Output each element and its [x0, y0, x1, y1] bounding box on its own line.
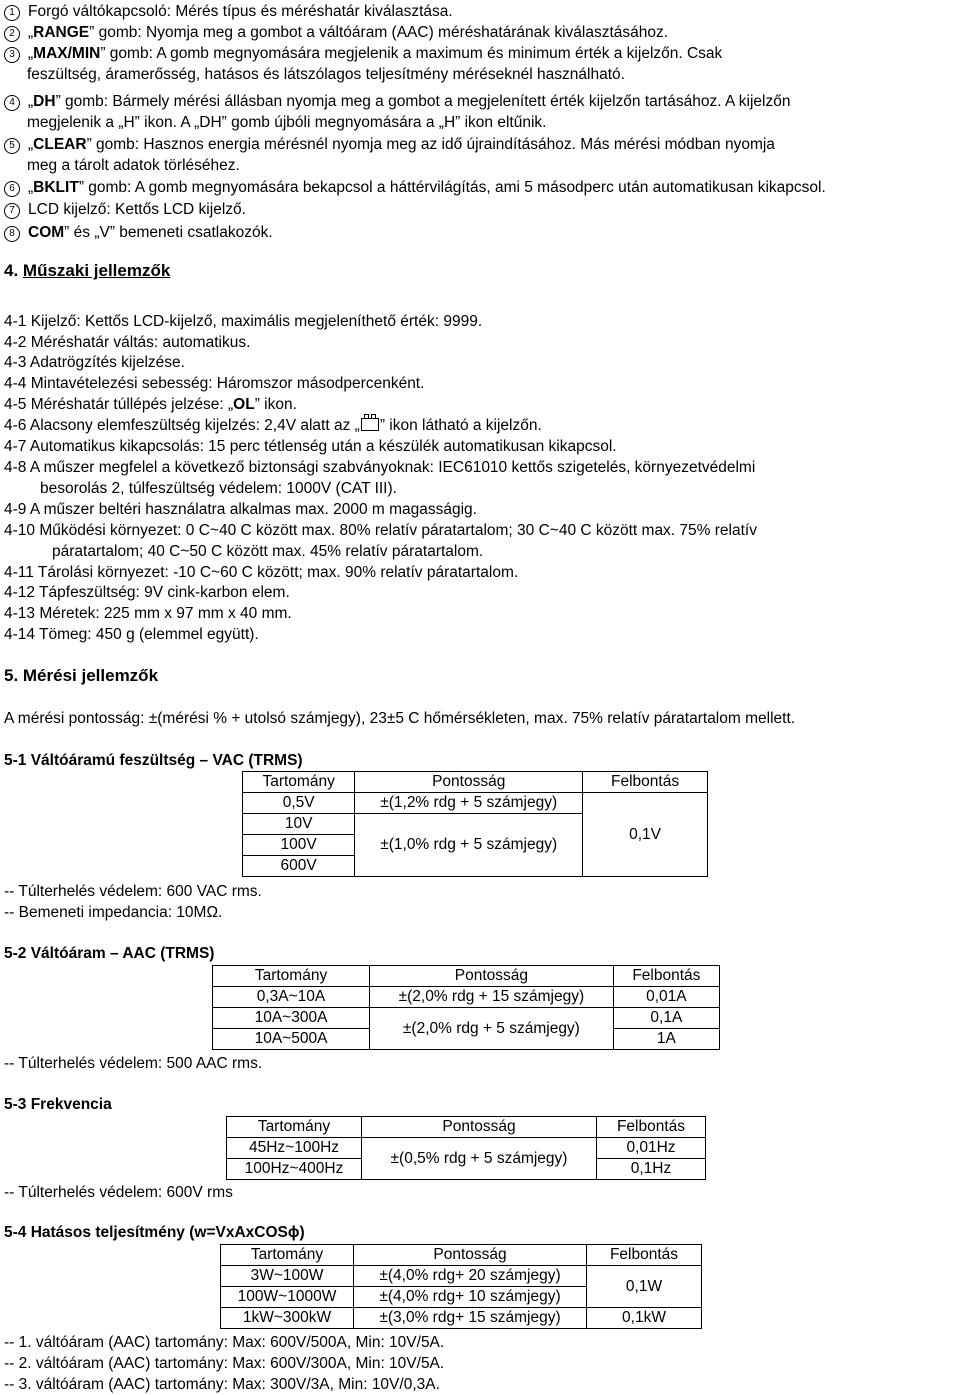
- spec-4-6: 4-6 Alacsony elemfeszültség kijelzés: 2,4V alatt az „ ” ikon látható a kijelzőn.: [4, 417, 542, 434]
- circled-number: 1: [4, 5, 20, 21]
- header-resolution: Felbontás: [597, 1117, 706, 1138]
- power-note-2: -- 2. váltóáram (AAC) tartomány: Max: 600V/300A, Min: 10V/5A.: [4, 1355, 445, 1372]
- resolution-cell: 0,1kW: [587, 1308, 702, 1329]
- accuracy-cell: ±(4,0% rdg+ 10 számjegy): [354, 1287, 587, 1308]
- resolution-cell: 0,1W: [587, 1266, 702, 1308]
- header-accuracy: Pontosság: [354, 1245, 587, 1266]
- circled-number: 7: [4, 203, 20, 219]
- control-item-7: 7 LCD kijelző: Kettős LCD kijelző.: [4, 200, 246, 219]
- spec-4-11: 4-11 Tárolási környezet: -10 C~60 C között; max. 90% relatív páratartalom.: [4, 564, 519, 581]
- range-cell: 100Hz~400Hz: [227, 1159, 362, 1180]
- range-cell: 1kW~300kW: [221, 1308, 354, 1329]
- spec-4-1: 4-1 Kijelző: Kettős LCD-kijelző, maximális megjeleníthető érték: 9999.: [4, 313, 483, 330]
- resolution-cell: 0,01A: [613, 987, 719, 1008]
- control-item-6: 6 „BKLIT” gomb: A gomb megnyomására bekapcsol a háttérvilágítás, ami 5 másodperc után automatikusan kikapcsol.: [4, 178, 826, 197]
- circled-number: 2: [4, 26, 20, 42]
- resolution-cell: 0,1V: [583, 793, 708, 877]
- control-item-2: 2 „RANGE” gomb: Nyomja meg a gombot a váltóáram (AAC) méréshatárának kiválasztásához.: [4, 23, 668, 42]
- power-note-3: -- 3. váltóáram (AAC) tartomány: Max: 300V/3A, Min: 10V/0,3A.: [4, 1376, 440, 1393]
- power-table: [220, 1244, 702, 1329]
- range-cell: 10V: [243, 814, 355, 835]
- header-accuracy: Pontosság: [362, 1117, 597, 1138]
- spec-4-4: 4-4 Mintavételezési sebesség: Háromszor másodpercenként.: [4, 375, 425, 392]
- range-cell: 10A~500A: [213, 1029, 370, 1050]
- accuracy-cell: ±(2,0% rdg + 15 számjegy): [370, 987, 614, 1008]
- spec-4-13: 4-13 Méretek: 225 mm x 97 mm x 40 mm.: [4, 605, 292, 622]
- range-cell: 10A~300A: [213, 1008, 370, 1029]
- vac-note-2: -- Bemeneti impedancia: 10MΩ.: [4, 904, 223, 921]
- header-accuracy: Pontosság: [355, 772, 583, 793]
- header-range: Tartomány: [221, 1245, 354, 1266]
- circled-number: 4: [4, 95, 20, 111]
- accuracy-cell: ±(1,2% rdg + 5 számjegy): [355, 793, 583, 814]
- section-5-heading: 5. Mérési jellemzők: [4, 666, 159, 685]
- accuracy-cell: ±(4,0% rdg+ 20 számjegy): [354, 1266, 587, 1287]
- range-cell: 45Hz~100Hz: [227, 1138, 362, 1159]
- spec-4-10: 4-10 Működési környezet: 0 C~40 C között max. 80% relatív páratartalom; 30 C~40 C között max. 75% relatív: [4, 522, 757, 539]
- battery-icon: [361, 418, 379, 431]
- range-cell: 3W~100W: [221, 1266, 354, 1287]
- circled-number: 8: [4, 226, 20, 242]
- control-item-4: 4 „DH” gomb: Bármely mérési állásban nyomja meg a gombot a megjelenített érték kijelzőn tartásához. A kijelzőn: [4, 92, 790, 111]
- power-note-1: -- 1. váltóáram (AAC) tartomány: Max: 600V/500A, Min: 10V/5A.: [4, 1334, 445, 1351]
- accuracy-cell: ±(1,0% rdg + 5 számjegy): [355, 814, 583, 877]
- resolution-cell: 0,1Hz: [597, 1159, 706, 1180]
- range-cell: 0,5V: [243, 793, 355, 814]
- spec-4-10-cont: páratartalom; 40 C~50 C között max. 45% relatív páratartalom.: [52, 543, 484, 560]
- header-range: Tartomány: [243, 772, 355, 793]
- spec-4-5: 4-5 Méréshatár túllépés jelzése: „OL” ikon.: [4, 396, 297, 413]
- header-range: Tartomány: [213, 966, 370, 987]
- control-item-5: 5 „CLEAR” gomb: Hasznos energia mérésnél nyomja meg az idő újraindításához. Más mérési módban nyomja: [4, 135, 775, 154]
- accuracy-cell: ±(0,5% rdg + 5 számjegy): [362, 1138, 597, 1180]
- spec-4-8: 4-8 A műszer megfelel a következő biztonsági szabványoknak: IEC61010 kettős szigetelés, környezetvédelmi: [4, 459, 756, 476]
- spec-4-14: 4-14 Tömeg: 450 g (elemmel együtt).: [4, 626, 259, 643]
- header-range: Tartomány: [227, 1117, 362, 1138]
- control-item-4-cont: megjelenik a „H” ikon. A „DH” gomb újbóli megnyomására a „H” ikon eltűnik.: [27, 114, 547, 131]
- section-4-heading: 4. Műszaki jellemzők: [4, 261, 171, 280]
- vac-title: 5-1 Váltóáramú feszültség – VAC (TRMS): [4, 752, 303, 769]
- range-cell: 0,3A~10A: [213, 987, 370, 1008]
- circled-number: 3: [4, 47, 20, 63]
- range-cell: 600V: [243, 856, 355, 877]
- header-accuracy: Pontosság: [370, 966, 614, 987]
- header-resolution: Felbontás: [583, 772, 708, 793]
- spec-4-7: 4-7 Automatikus kikapcsolás: 15 perc tétlenség után a készülék automatikusan kikapcsol.: [4, 438, 617, 455]
- freq-title: 5-3 Frekvencia: [4, 1096, 112, 1113]
- freq-note: -- Túlterhelés védelem: 600V rms: [4, 1184, 233, 1201]
- resolution-cell: 0,01Hz: [597, 1138, 706, 1159]
- circled-number: 5: [4, 138, 20, 154]
- power-title: 5-4 Hatásos teljesítmény (w=VxAxCOSɸ): [4, 1224, 305, 1241]
- control-item-5-cont: meg a tárolt adatok törléséhez.: [27, 157, 240, 174]
- spec-4-2: 4-2 Méréshatár váltás: automatikus.: [4, 334, 251, 351]
- header-resolution: Felbontás: [613, 966, 719, 987]
- spec-4-8-cont: besorolás 2, túlfeszültség védelem: 1000V (CAT III).: [40, 480, 397, 497]
- control-item-3-cont: feszültség, áramerősség, hatásos és látszólagos teljesítmény méréseknél használható.: [27, 66, 625, 83]
- accuracy-cell: ±(2,0% rdg + 5 számjegy): [370, 1008, 614, 1050]
- vac-note-1: -- Túlterhelés védelem: 600 VAC rms.: [4, 883, 262, 900]
- spec-4-3: 4-3 Adatrögzítés kijelzése.: [4, 354, 185, 371]
- range-cell: 100W~1000W: [221, 1287, 354, 1308]
- spec-4-9: 4-9 A műszer beltéri használatra alkalmas max. 2000 m magasságig.: [4, 501, 477, 518]
- freq-table: [226, 1116, 706, 1180]
- resolution-cell: 1A: [613, 1029, 719, 1050]
- range-cell: 100V: [243, 835, 355, 856]
- control-item-8: 8 COM” és „V” bemeneti csatlakozók.: [4, 223, 273, 242]
- resolution-cell: 0,1A: [613, 1008, 719, 1029]
- spec-4-12: 4-12 Tápfeszültség: 9V cink-karbon elem.: [4, 584, 290, 601]
- aac-title: 5-2 Váltóáram – AAC (TRMS): [4, 945, 215, 962]
- vac-table: [242, 771, 708, 877]
- section-5-intro: A mérési pontosság: ±(mérési % + utolsó számjegy), 23±5 C hőmérsékleten, max. 75% relatív páratartalom mellett.: [4, 710, 796, 727]
- accuracy-cell: ±(3,0% rdg+ 15 számjegy): [354, 1308, 587, 1329]
- aac-note: -- Túlterhelés védelem: 500 AAC rms.: [4, 1055, 263, 1072]
- circled-number: 6: [4, 181, 20, 197]
- header-resolution: Felbontás: [587, 1245, 702, 1266]
- control-item-1: 1 Forgó váltókapcsoló: Mérés típus és méréshatár kiválasztása.: [4, 2, 453, 21]
- control-item-3: 3 „MAX/MIN” gomb: A gomb megnyomására megjelenik a maximum és minimum érték a kijelzőn. Csak: [4, 44, 722, 63]
- aac-table: [212, 965, 720, 1050]
